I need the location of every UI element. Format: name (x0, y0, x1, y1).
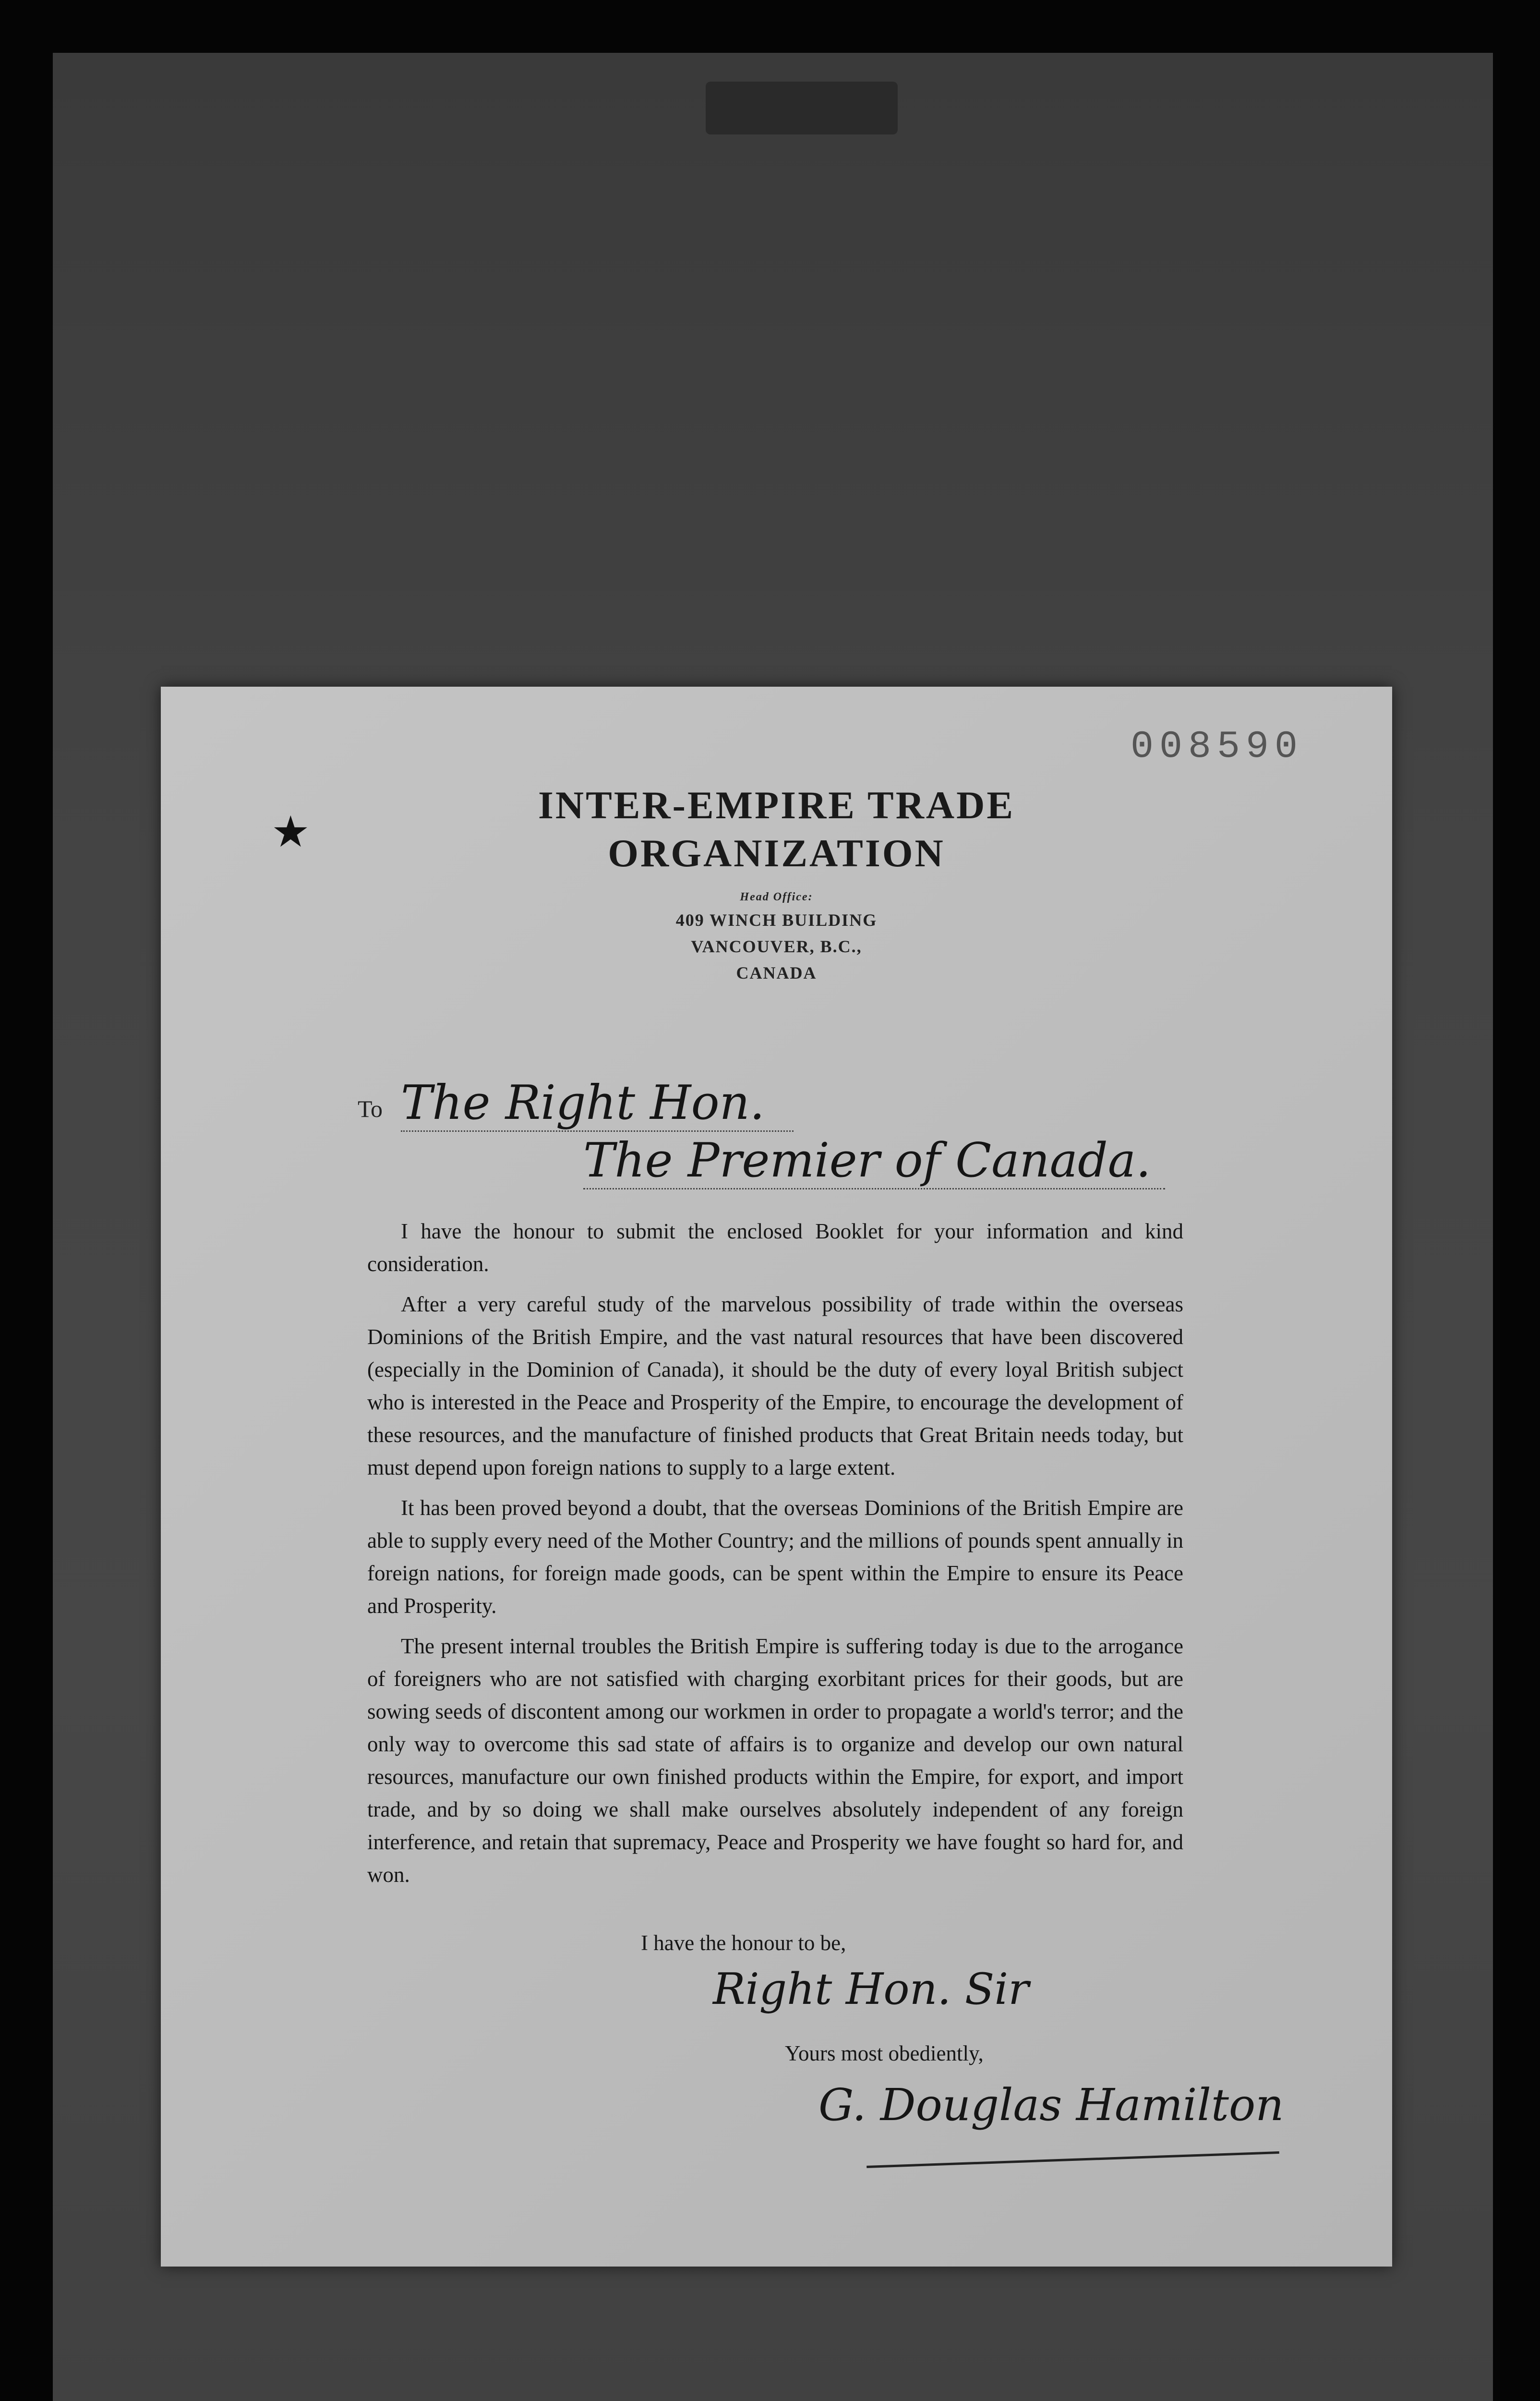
closing-line-1: I have the honour to be, (641, 1931, 846, 1955)
head-office-label: Head Office: (740, 891, 813, 903)
organization-name-line2: ORGANIZATION (608, 831, 945, 875)
address-line2: VANCOUVER, B.C., (691, 937, 862, 956)
star-mark-icon: ★ (271, 807, 310, 857)
closing-line-2: Yours most obediently, (785, 2041, 984, 2065)
handwritten-closing: Right Hon. Sir (713, 1964, 1029, 2014)
organization-name-line1: INTER-EMPIRE TRADE (538, 783, 1015, 827)
address-line3: CANADA (736, 963, 817, 982)
letter-body (367, 1215, 1183, 1899)
signature: G. Douglas Hamilton (818, 2079, 1284, 2131)
paragraph-2: After a very careful study of the marvelous possibility of trade within the overseas Dominions of the British Empire, and the vast natural resources that have been discovered (especially in the Dominion of Canada), it should be the duty of every loyal British subject who is interested in the Peace and Prosperity of the Empire, to encourage the development of these resources, and the manufacture of finished products that Great Britain needs today, but must depend upon foreign nations to supply to a large extent. (367, 1292, 1183, 1479)
handwritten-salutation-1: The Right Hon. (401, 1076, 794, 1132)
document-number: 008590 (1131, 725, 1304, 769)
paragraph-1: I have the honour to submit the enclosed Booklet for your information and kind consideration. (367, 1219, 1183, 1276)
signature-underline (866, 2151, 1279, 2168)
paragraph-3: It has been proved beyond a doubt, that the overseas Dominions of the British Empire are able to supply every need of the Mother Country; and the millions of pounds spent annually in foreign nations, for foreign made goods, can be spent within the Empire to ensure its Peace and Prosperity. (367, 1496, 1183, 1618)
address-line1: 409 WINCH BUILDING (675, 910, 878, 930)
to-label: To (358, 1095, 383, 1122)
binder-clip (706, 82, 898, 134)
handwritten-salutation-2: The Premier of Canada. (583, 1133, 1165, 1189)
paragraph-4: The present internal troubles the British Empire is suffering today is due to the arrogance of foreigners who are not satisfied with charging exorbitant prices for their goods, but are sowing seeds of discontent among our workmen in order to propagate a world's terror; and the only way to overcome this sad state of affairs is to organize and develop our own natural resources, manufacture our own finished products within the Empire, for export, and import trade, and by so doing we shall make ourselves absolutely independent of any foreign interference, and retain that supremacy, Peace and Prosperity we have fought so hard for, and won. (367, 1634, 1183, 1887)
letter-page (161, 687, 1392, 2267)
